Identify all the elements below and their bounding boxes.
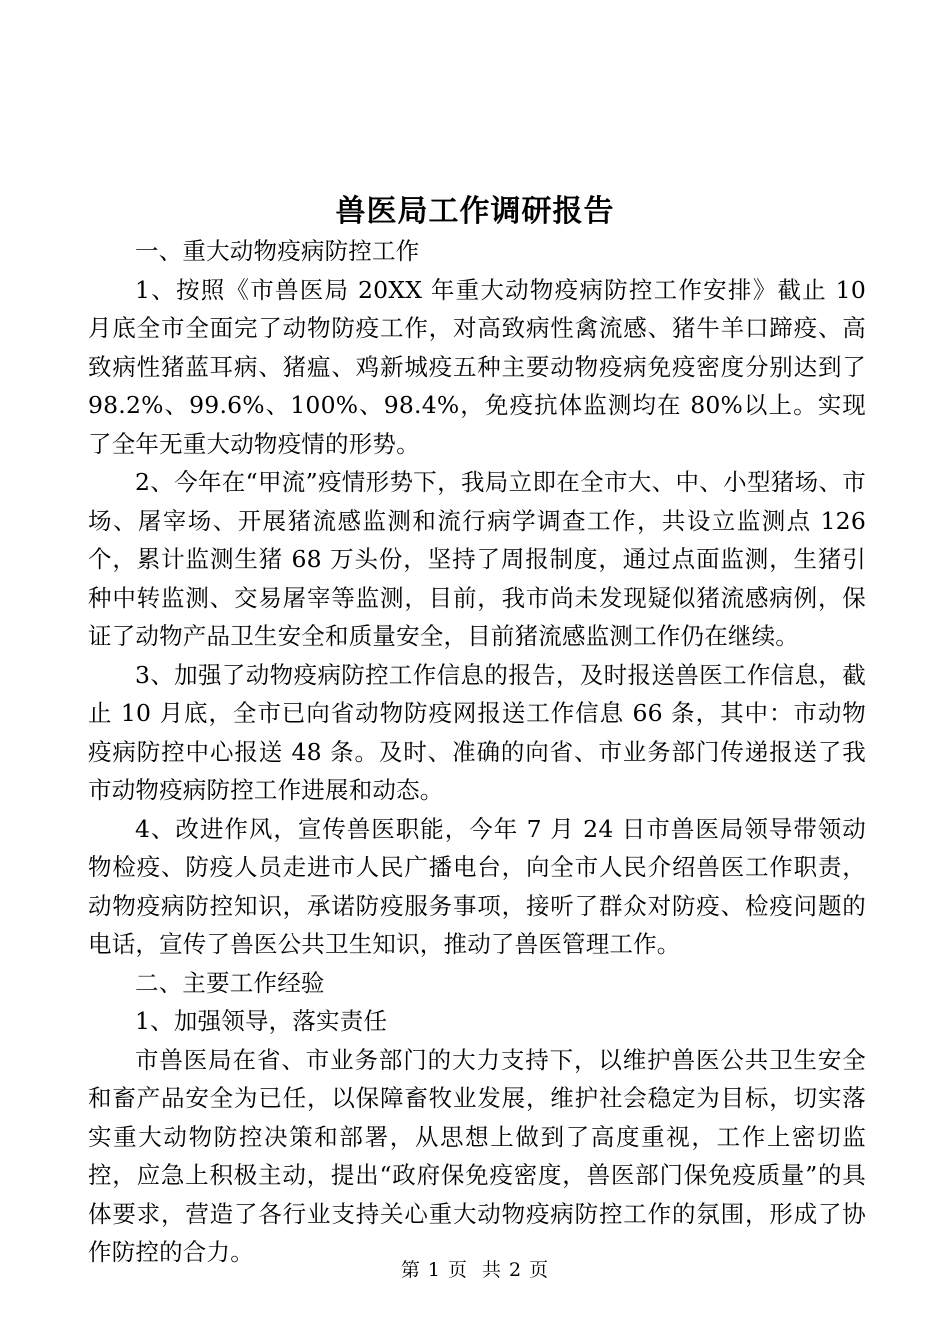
paragraph: 二、主要工作经验	[135, 968, 325, 997]
paragraph: 2、今年在“甲流”疫情形势下，我局立即在全市大、中、小型猪场、市场、屠宰场、开展猪流感监测和流行病学调查工作，共设立监测点 126 个，累计监测生猪 68 万头份，坚持了周报制度，通过点面监测，生猪引种中转监测、交易屠宰等监测，目前，我市尚未发现疑似猪流感病例，保证了动物产品卫生安全和质量安全，目前猪流感监测工作仍在继续。	[88, 468, 866, 650]
paragraph: 3、加强了动物疫病防控工作信息的报告，及时报送兽医工作信息，截止 10 月底，全市已向省动物防疫网报送工作信息 66 条，其中：市动物疫病防控中心报送 48 条。及时、准确的向省、市业务部门传递报送了我市动物疫病防控工作进展和动态。	[88, 660, 866, 804]
footer-current-page: 第 1 页	[400, 1259, 468, 1281]
document-body	[88, 232, 866, 1272]
paragraph: 一、重大动物疫病防控工作	[135, 237, 420, 265]
footer-total-pages: 共 2 页	[482, 1259, 550, 1281]
page-title: 兽医局工作调研报告	[335, 194, 615, 229]
page-footer	[0, 1255, 950, 1282]
paragraph: 1、加强领导，落实责任	[135, 1007, 388, 1035]
paragraph: 4、改进作风，宣传兽医职能，今年 7 月 24 日市兽医局领导带领动物检疫、防疫人员走进市人民广播电台，向全市人民介绍兽医工作职责，动物疫病防控知识，承诺防疫服务事项，接听了群众对防疫、检疫问题的电话，宣传了兽医公共卫生知识，推动了兽医管理工作。	[88, 814, 866, 958]
paragraph: 市兽医局在省、市业务部门的大力支持下，以维护兽医公共卫生安全和畜产品安全为已任，以保障畜牧业发展，维护社会稳定为目标，切实落实重大动物防控决策和部署，从思想上做到了高度重视，工作上密切监控，应急上积极主动，提出“政府保免疫密度，兽医部门保免疫质量”的具体要求，营造了各行业支持关心重大动物疫病防控工作的氛围，形成了协作防控的合力。	[88, 1045, 866, 1266]
paragraph: 1、按照《市兽医局 20XX 年重大动物疫病防控工作安排》截止 10 月底全市全面完了动物防疫工作，对高致病性禽流感、猪牛羊口蹄疫、高致病性猪蓝耳病、猪瘟、鸡新城疫五种主要动物疫病免疫密度分别达到了 98.2%、99.6%、100%、98.4%，免疫抗体监测均在 80%以上。实现了全年无重大动物疫情的形势。	[88, 275, 866, 458]
